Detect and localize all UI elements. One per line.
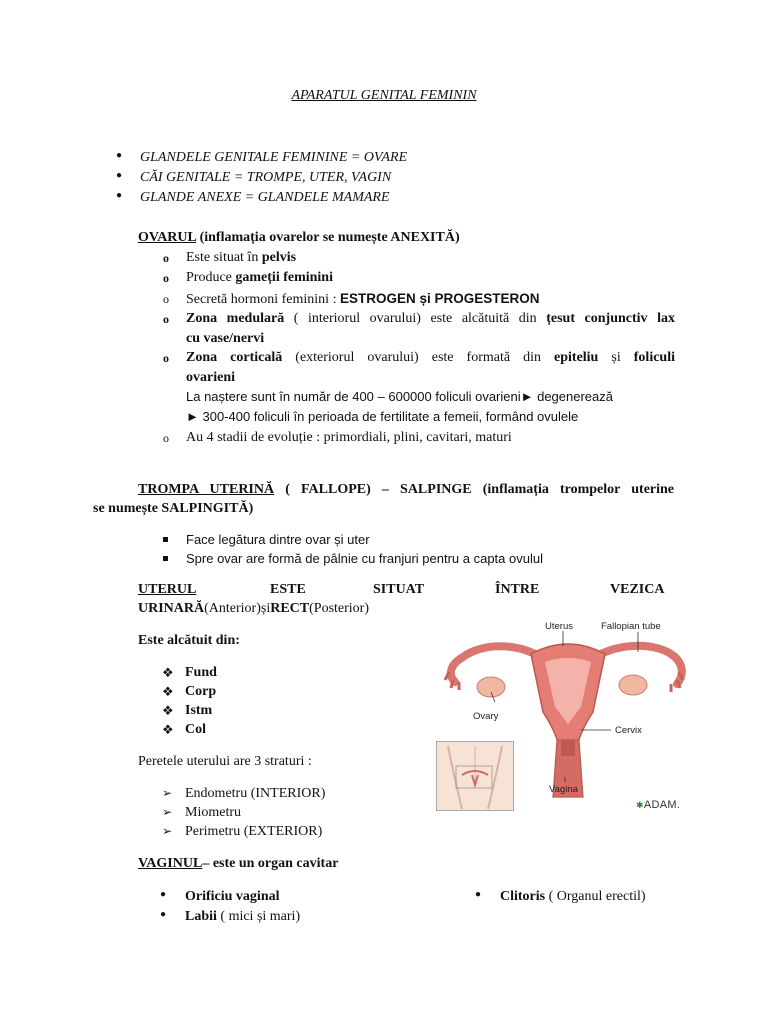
document-page: APARATUL GENITAL FEMININ ● GLANDELE GENITALE FEMININE = OVARE ● CĂI GENITALE = TROMPE, UTER, VAGIN ● GLANDE ANEXE = GLANDELE MAMARE OVARUL (inflamația ovarelor se numește ANEXITĂ) o Este situat în pelvis o Produce gameții feminini o Secretă hormoni feminini : ESTROGEN și PROGESTERON o Zona medulară ( interiorul ovarului) este alcătuită din țesut conjunctiv lax cu vase/nervi o Zona corticală (exteriorul ovarului) este formată din epiteliu și foliculi ovarieni La naștere sunt în număr de 400 – 600000 foliculi ovarieni► degenerează ► 300-400 foliculi în perioada de fertilitate a femeii, formând ovulele o Au 4 stadii de evoluție : primordiali, plini, cavitari, maturi TROMPA UTERINĂ ( FALLOPE) – SALPINGE (inflamația trompelor uterine se numește SALPINGITĂ) Face legătura dintre ovar și uter Spre ovar are formă de pâlnie cu franjuri pentru a capta ovulul UTERUL ESTE SITUAT ÎNTRE VEZICA URINARĂ(Anterior)șiRECT(Posterior) Este alcătuit din: ❖ Fund ❖ Corp ❖ Istm ❖ Col Peretele uterului are 3 straturi : ➢ Endometru (INTERIOR) ➢ Miometru ➢ Perimetru (EXTERIOR) VAGINUL– este un organ cavitar ● Orificiu vaginal ● Labii ( mici și mari) ● Clitoris ( Organul erectil) Uterus Fallopian tube Ovary Cervix Vagina ✱ADAM. <box>0 0 768 1024</box>
uter-layer-miometru: ➢ Miometru <box>162 805 241 820</box>
ovar-item-stadii: o Au 4 stadii de evoluție : primordiali, plini, cavitari, maturi <box>163 430 512 445</box>
uter-part-istm: ❖ Istm <box>162 703 213 718</box>
uter-alcatuit: Este alcătuit din: <box>138 633 240 648</box>
bullet-dot-icon: ● <box>116 170 123 181</box>
square-bullet-icon <box>163 537 168 542</box>
ovar-item-gameti: o Produce gameții feminini <box>163 270 333 285</box>
tromp-item-2: Spre ovar are formă de pâlnie cu franjuri pentru a capta ovulul <box>163 551 643 569</box>
vagin-item-clitoris: ● Clitoris ( Organul erectil) <box>475 889 646 904</box>
uter-layer-endometru: ➢ Endometru (INTERIOR) <box>162 786 326 801</box>
uter-part-fund: ❖ Fund <box>162 665 217 680</box>
uter-layer-perimetru: ➢ Perimetru (EXTERIOR) <box>162 824 323 839</box>
ovar-heading: OVARUL (inflamația ovarelor se numește ANEXITĂ) <box>138 230 460 245</box>
adam-logo-icon: ✱ <box>636 800 644 810</box>
vagin-heading: VAGINUL– este un organ cavitar <box>138 856 339 871</box>
bullet-dot-icon: ● <box>116 190 123 201</box>
label-cervix: Cervix <box>615 725 642 736</box>
uter-heading: UTERUL ESTE SITUAT ÎNTRE VEZICA <box>138 582 665 597</box>
cervix-shape <box>561 740 575 756</box>
right-ovary <box>619 675 647 695</box>
label-fallopian-tube: Fallopian tube <box>601 621 661 632</box>
label-vagina: Vagina <box>549 784 578 795</box>
vagin-item-orificiu: ● Orificiu vaginal <box>160 889 280 904</box>
left-ovary <box>477 677 505 697</box>
vagin-item-labii: ● Labii ( mici și mari) <box>160 909 301 924</box>
uter-heading-line2: URINARĂ(Anterior)șiRECT(Posterior) <box>138 601 370 616</box>
square-bullet-icon <box>163 556 168 561</box>
ovar-item-pelvis: o Este situat în pelvis <box>163 250 297 265</box>
bullet-dot-icon: ● <box>116 150 123 161</box>
page-title: APARATUL GENITAL FEMININ <box>291 88 477 103</box>
adam-logo: ✱ADAM. <box>636 799 681 811</box>
ovar-item-corticala: o Zona corticală (exteriorul ovarului) este formată din epiteliu și foliculi ovarieni La naștere sunt în număr de 400 – 600000 foliculi ovarieni► degenerează ► 300-400 foliculi în perioada de fertilitate a femeii, formând ovulele <box>163 350 675 424</box>
uter-part-corp: ❖ Corp <box>162 684 217 699</box>
label-uterus: Uterus <box>545 621 573 632</box>
ovar-item-medulara: o Zona medulară ( interiorul ovarului) este alcătuită din țesut conjunctiv lax cu vase/nervi <box>163 311 675 346</box>
uter-perete: Peretele uterului are 3 straturi : <box>138 754 312 769</box>
tromp-item-1: Face legătura dintre ovar și uter <box>163 532 643 550</box>
body-inset-thumbnail <box>436 741 514 811</box>
tromp-heading-line2: se numește SALPINGITĂ) <box>93 501 254 516</box>
uter-part-col: ❖ Col <box>162 722 206 737</box>
label-ovary: Ovary <box>473 711 499 722</box>
tromp-heading: TROMPA UTERINĂ ( FALLOPE) – SALPINGE (inflamația trompelor uterine <box>138 482 675 497</box>
ovar-item-hormoni: o Secretă hormoni feminini : ESTROGEN și PROGESTERON <box>163 291 540 307</box>
